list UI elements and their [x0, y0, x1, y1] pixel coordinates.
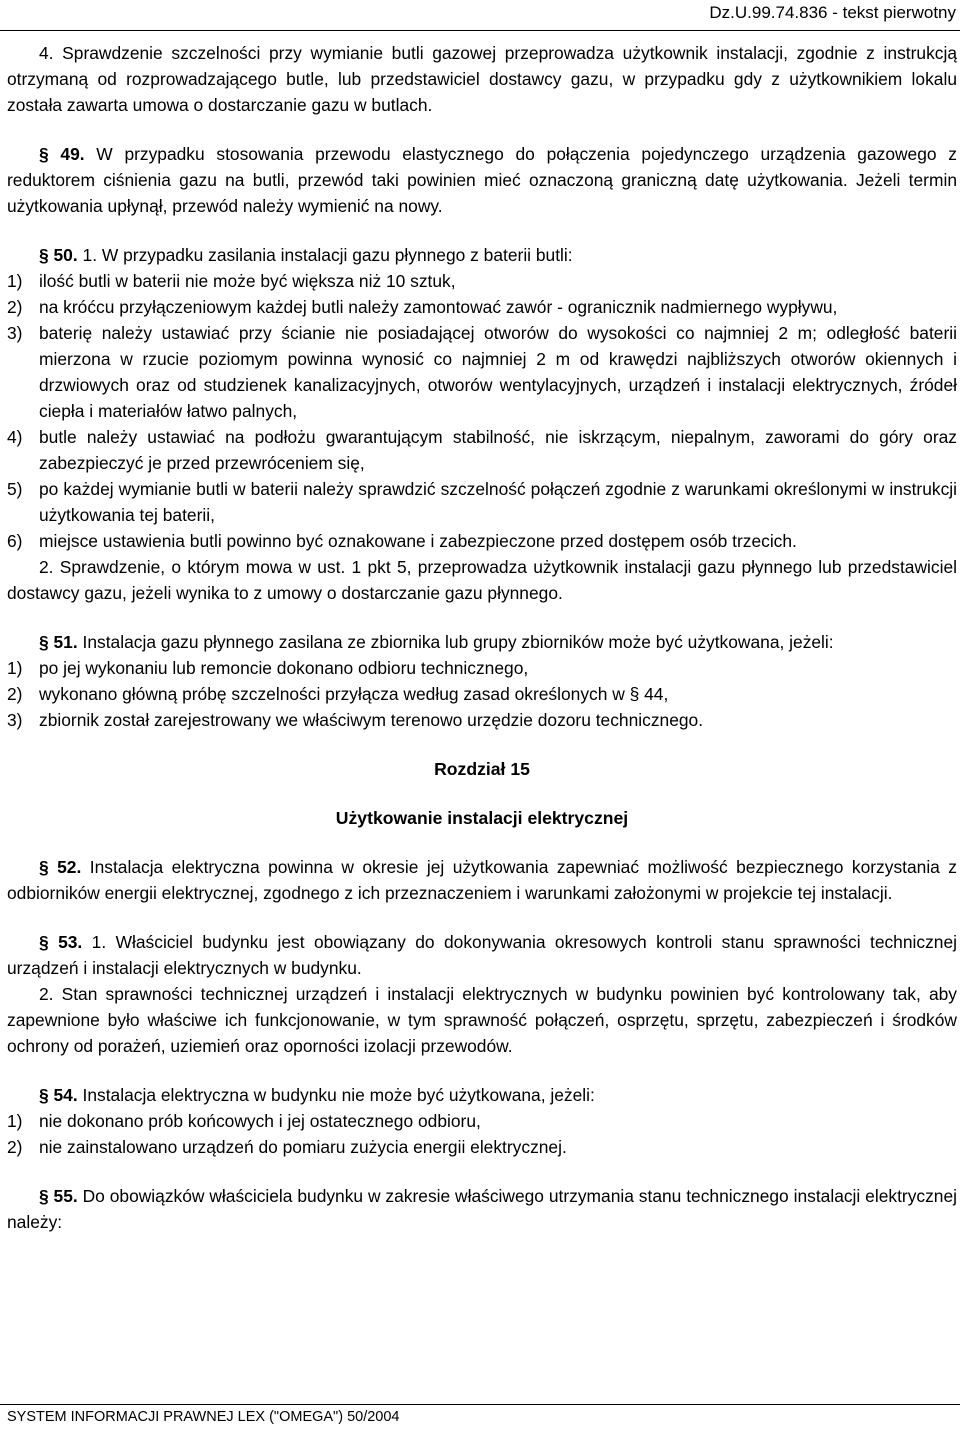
- list-item: [7, 294, 957, 320]
- section-text: W przypadku stosowania przewodu elastycznego do połączenia pojedynczego urządzenia gazowego z reduktorem ciśnienia gazu na butli, przewód taki powinien mieć oznaczoną graniczną datę użytkowania. Jeżeli termin użytkowania upłynął, przewód należy wymienić na nowy.: [7, 144, 957, 216]
- section-text: 1. Właściciel budynku jest obowiązany do dokonywania okresowych kontroli stanu sprawności technicznej urządzeń i instalacji elektrycznych w budynku.: [7, 932, 957, 978]
- item-number: 5): [7, 479, 23, 499]
- footer-divider: [0, 1404, 960, 1405]
- section-text: Instalacja elektryczna powinna w okresie jej użytkowania zapewniać możliwość bezpiecznego korzystania z odbiorników energii elektrycznej, zgodnego z ich przeznaczeniem i warunkami założonymi w projekcie tej instalacji.: [7, 857, 957, 903]
- section-text: Instalacja elektryczna w budynku nie może być użytkowana, jeżeli:: [77, 1085, 595, 1105]
- list-item: [7, 424, 957, 476]
- section-number: § 55.: [39, 1186, 78, 1206]
- list-item: [7, 528, 957, 554]
- list-item: [7, 655, 957, 681]
- item-text: po jej wykonaniu lub remoncie dokonano odbioru technicznego,: [39, 658, 529, 678]
- section-number: § 51.: [39, 632, 78, 652]
- section-54: [7, 1082, 957, 1108]
- section-number: § 52.: [39, 857, 82, 877]
- item-text: ilość butli w baterii nie może być większa niż 10 sztuk,: [39, 271, 456, 291]
- section-50: [7, 242, 957, 268]
- header-divider: [0, 30, 960, 31]
- chapter-title: Użytkowanie instalacji elektrycznej: [335, 808, 629, 828]
- list-item: [7, 707, 957, 733]
- section-53: [7, 929, 957, 981]
- item-number: 6): [7, 531, 23, 551]
- document-body: [7, 40, 957, 1235]
- paragraph-4: 4. Sprawdzenie szczelności przy wymianie butli gazowej przeprowadza użytkownik instalacji, zgodnie z instrukcją otrzymaną od rozprowadzającego butle, lub przedstawiciel dostawcy gazu, w przypadku gdy z użytkownikiem lokalu została zawarta umowa o dostarczanie gazu w butlach.: [7, 43, 957, 115]
- chapter-number: Rozdział 15: [434, 759, 530, 779]
- section-text: Instalacja gazu płynnego zasilana ze zbiornika lub grupy zbiorników może być użytkowana, jeżeli:: [77, 632, 834, 652]
- list-item: [7, 476, 957, 528]
- item-number: 2): [7, 1137, 23, 1157]
- section-53-paragraph-2: 2. Stan sprawności technicznej urządzeń i instalacji elektrycznych w budynku powinien być kontrolowany tak, aby zapewnione było właściwe ich funkcjonowanie, w tym sprawność połączeń, osprzętu, sprzętu, zabezpieczeń i środków ochrony od porażeń, uziemień oraz oporności izolacji przewodów.: [7, 984, 957, 1056]
- item-number: 1): [7, 271, 23, 291]
- section-55: [7, 1183, 957, 1235]
- item-text: zbiornik został zarejestrowany we właściwym terenowo urzędzie dozoru technicznego.: [39, 710, 704, 730]
- item-number: 1): [7, 1111, 23, 1131]
- section-51-list: [7, 655, 957, 733]
- section-text: Do obowiązków właściciela budynku w zakresie właściwego utrzymania stanu technicznego instalacji elektrycznej należy:: [7, 1186, 957, 1232]
- item-text: butle należy ustawiać na podłożu gwarantującym stabilność, nie iskrzącym, niepalnym, zaworami do góry oraz zabezpieczyć je przed przewróceniem się,: [39, 427, 957, 473]
- list-item: [7, 1108, 957, 1134]
- section-50-list: [7, 268, 957, 554]
- section-number: § 50.: [39, 245, 78, 265]
- page-footer: SYSTEM INFORMACJI PRAWNEJ LEX ("OMEGA") 50/2004: [7, 1409, 400, 1425]
- list-item: [7, 1134, 957, 1160]
- section-text: 1. W przypadku zasilania instalacji gazu płynnego z baterii butli:: [77, 245, 573, 265]
- item-text: nie zainstalowano urządzeń do pomiaru zużycia energii elektrycznej.: [39, 1137, 567, 1157]
- item-number: 3): [7, 323, 23, 343]
- item-text: wykonano główną próbę szczelności przyłącza według zasad określonych w § 44,: [39, 684, 669, 704]
- section-number: § 53.: [39, 932, 83, 952]
- section-50-paragraph-2: 2. Sprawdzenie, o którym mowa w ust. 1 pkt 5, przeprowadza użytkownik instalacji gazu płynnego lub przedstawiciel dostawcy gazu, jeżeli wynika to z umowy o dostarczanie gazu płynnego.: [7, 557, 957, 603]
- list-item: [7, 681, 957, 707]
- section-number: § 49.: [39, 144, 85, 164]
- item-number: 1): [7, 658, 23, 678]
- section-number: § 54.: [39, 1085, 78, 1105]
- item-number: 2): [7, 684, 23, 704]
- item-number: 2): [7, 297, 23, 317]
- section-49: [7, 141, 957, 219]
- item-number: 4): [7, 427, 23, 447]
- item-text: baterię należy ustawiać przy ścianie nie posiadającej otworów do wysokości co najmniej 2 m; odległość baterii mierzona w rzucie poziomym powinna wynosić co najmniej 2 m od krawędzi najbliższych otworów okiennych i drzwiowych oraz od studzienek kanalizacyjnych, otworów wentylacyjnych, urządzeń i instalacji elektrycznych, źródeł ciepła i materiałów łatwo palnych,: [39, 323, 957, 421]
- item-text: na króćcu przyłączeniowym każdej butli należy zamontować zawór - ogranicznik nadmiernego wypływu,: [39, 297, 838, 317]
- section-52: [7, 854, 957, 906]
- item-text: nie dokonano prób końcowych i jej ostatecznego odbioru,: [39, 1111, 481, 1131]
- section-51: [7, 629, 957, 655]
- item-text: po każdej wymianie butli w baterii należy sprawdzić szczelność połączeń zgodnie z warunkami określonymi w instrukcji użytkowania tej baterii,: [39, 479, 957, 525]
- list-item: [7, 268, 957, 294]
- item-text: miejsce ustawienia butli powinno być oznakowane i zabezpieczone przed dostępem osób trzecich.: [39, 531, 797, 551]
- page-header: Dz.U.99.74.836 - tekst pierwotny: [709, 3, 956, 22]
- list-item: [7, 320, 957, 424]
- section-54-list: [7, 1108, 957, 1160]
- item-number: 3): [7, 710, 23, 730]
